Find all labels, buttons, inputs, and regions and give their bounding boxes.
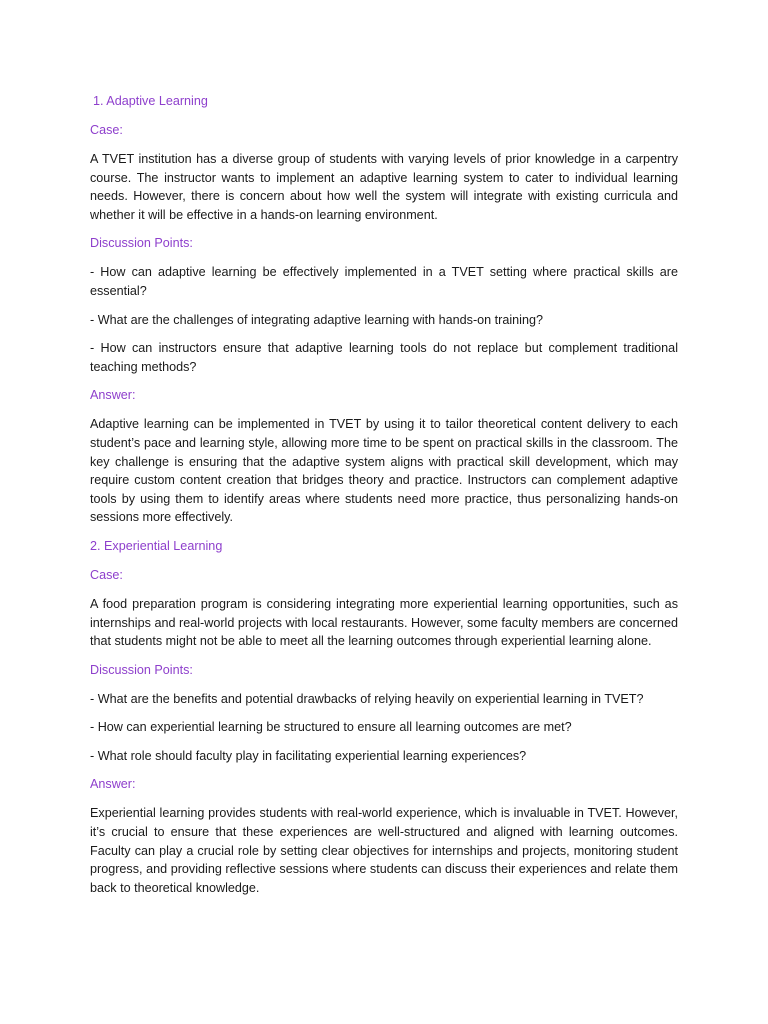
- case-text: A TVET institution has a diverse group of students with varying levels of prior knowledge in a carpentry course. The instructor wants to implement an adaptive learning system to cater to individual learning needs. However, there is concern about how well the system will integrate with existing curricula and whether it will be effective in a hands-on learning environment.: [90, 152, 678, 222]
- discussion-point: - How can experiential learning be structured to ensure all learning outcomes are met?: [90, 720, 572, 735]
- section-experiential-learning: [90, 537, 678, 898]
- answer-label: Answer:: [90, 777, 136, 792]
- answer-label: Answer:: [90, 388, 136, 403]
- section-heading: 1. Adaptive Learning: [93, 94, 208, 108]
- answer-text: Adaptive learning can be implemented in TVET by using it to tailor theoretical content delivery to each student’s pace and learning style, allowing more time to be spent on practical skills in the classroom. The key challenge is ensuring that the adaptive system aligns with practical skill development, which may require custom content creation that bridges theory and practice. Instructors can complement adaptive tools by using them to identify areas where students need more practice, thus personalizing hands-on sessions more effectively.: [90, 417, 678, 525]
- section-adaptive-learning: [90, 92, 678, 527]
- document-page: [90, 92, 678, 907]
- section-heading: 2. Experiential Learning: [90, 538, 223, 553]
- case-label: Case:: [90, 567, 123, 582]
- discussion-label: Discussion Points:: [90, 236, 193, 251]
- case-text: A food preparation program is considering integrating more experiential learning opportunities, such as internships and real-world projects with local restaurants. However, some faculty members are concerned that students might not be able to meet all the learning outcomes through experiential learning alone.: [90, 596, 678, 649]
- discussion-point: - How can instructors ensure that adaptive learning tools do not replace but complement traditional teaching methods?: [90, 341, 678, 374]
- discussion-label: Discussion Points:: [90, 662, 193, 677]
- discussion-point: - What role should faculty play in facilitating experiential learning experiences?: [90, 748, 527, 763]
- discussion-point: - What are the benefits and potential drawbacks of relying heavily on experiential learning in TVET?: [90, 691, 644, 706]
- discussion-point: - How can adaptive learning be effectively implemented in a TVET setting where practical skills are essential?: [90, 265, 678, 298]
- discussion-point: - What are the challenges of integrating adaptive learning with hands-on training?: [90, 312, 543, 327]
- case-label: Case:: [90, 123, 123, 137]
- answer-text: Experiential learning provides students with real-world experience, which is invaluable in TVET. However, it’s crucial to ensure that these experiences are well-structured and aligned with learning outcomes. Faculty can play a crucial role by setting clear objectives for internships and projects, monitoring student progress, and providing reflective sessions where students can discuss their experiences and relate them back to theoretical knowledge.: [90, 806, 678, 895]
